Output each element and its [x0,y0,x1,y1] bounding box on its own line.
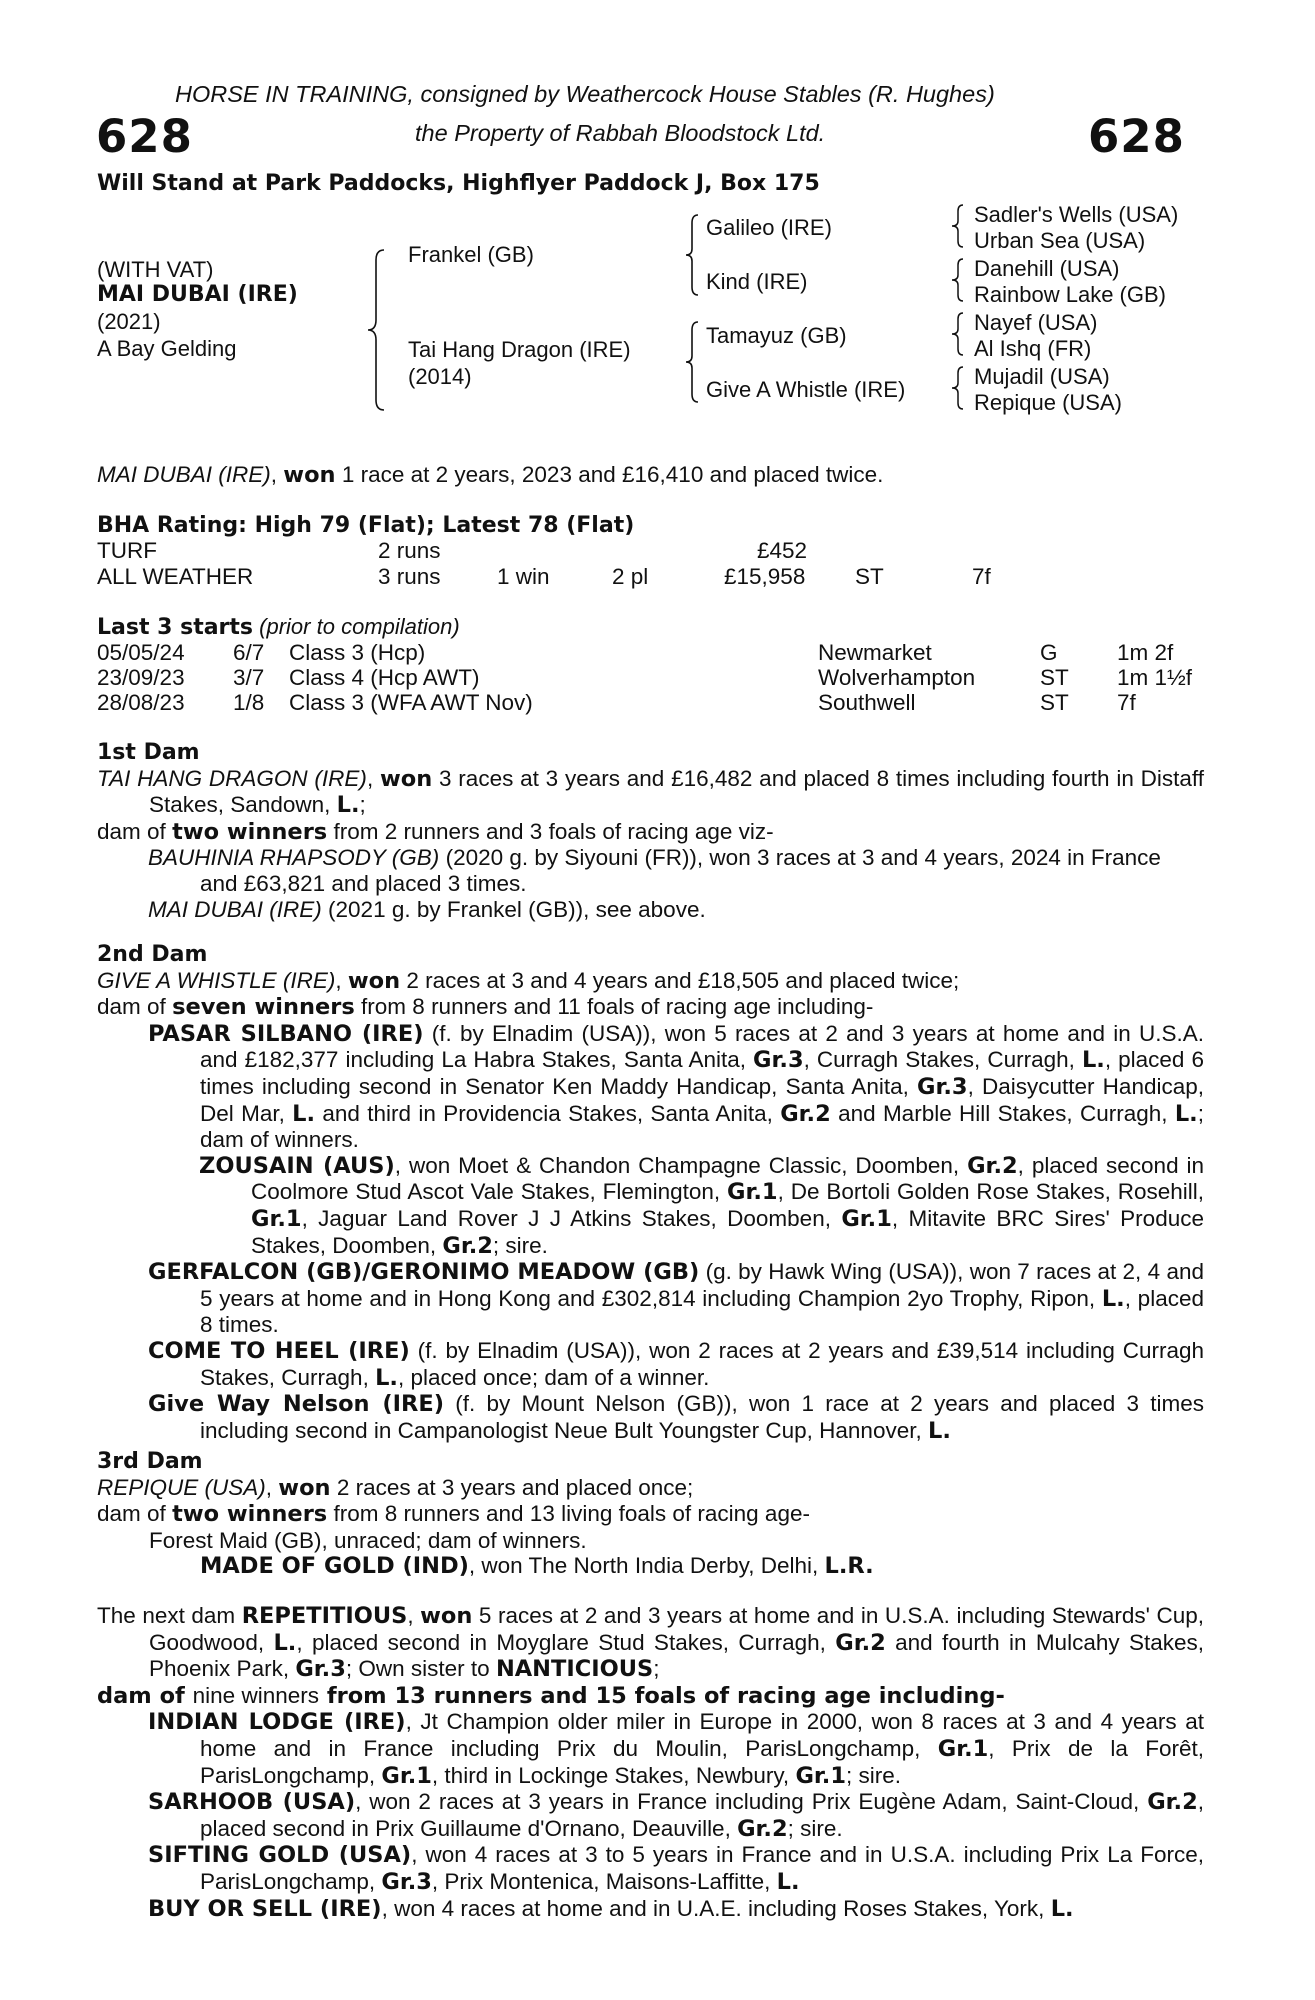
grandproduce-entry: MADE OF GOLD (IND), won The North India Derby, Delhi, L.R. [200,1553,874,1580]
next-dam-section [97,1603,1204,1922]
produce-entry: SARHOOB (USA), won 2 races at 3 years in France including Prix Eugène Adam, Saint-Cloud, Gr.2, placed second in Prix Guillaume d'Ornano, Deauville, Gr.2; sire. [148,1789,1205,1842]
turf-runs: 2 runs [378,538,441,563]
start-date: 23/09/23 [97,665,185,690]
summary-rest: 1 race at 2 years, 2023 and £16,410 and placed twice. [341,462,884,487]
aw-wins: 1 win [497,564,550,589]
sire-dam: Kind (IRE) [706,269,808,294]
start-pos: 1/8 [233,690,265,715]
produce-entry: PASAR SILBANO (IRE) (f. by Elnadim (USA)), won 5 races at 2 and 3 years at home and in U.S.A. and £182,377 including La Habra Stakes, Santa Anita, Gr.3, Curragh Stakes, Curragh, L., placed 6 times including second in Senator Ken Maddy Handicap, Santa Anita, Gr.3, Daisycutter Handicap, Del Mar, L. and third in Providencia Stakes, Santa Anita, Gr.2 and Marble Hill Stakes, Curragh, L.; dam of winners. [148,1020,1204,1153]
aw-places: 2 pl [612,564,649,589]
second-dam-section [97,942,1204,1444]
brace-horse [366,248,390,412]
dam-record: TAI HANG DRAGON (IRE), won 3 races at 3 years and £16,482 and placed 8 times including fourth in Distaff Stakes, Sandown, L.; [97,765,1204,819]
start-pos: 3/7 [233,665,265,690]
stand-location: Will Stand at Park Paddocks, Highflyer Paddock J, Box 175 [97,171,820,196]
start-course: Newmarket [818,640,932,665]
sss: Sadler's Wells (USA) [974,202,1179,227]
produce-entry: SIFTING GOLD (USA), won 4 races at 3 to 5 years in France and in U.S.A. including Prix La Force, ParisLongchamp, Gr.3, Prix Montenica, Maisons-Laffitte, L. [148,1842,1204,1895]
summary-won: won [283,462,336,488]
start-distance: 1m 1½f [1117,665,1193,690]
turf-label: TURF [97,538,157,563]
dam-record: GIVE A WHISTLE (IRE), won 2 races at 3 and 4 years and £18,505 and placed twice; [97,967,960,994]
start-going: ST [1040,690,1069,715]
header-property: the Property of Rabbah Bloodstock Ltd. [415,120,826,146]
lot-number-left: 628 [96,110,193,163]
start-course: Wolverhampton [818,665,976,690]
start-class: Class 4 (Hcp AWT) [289,665,480,690]
produce-entry: BUY OR SELL (IRE), won 4 races at home and in U.A.E. including Roses Stakes, York, L. [148,1895,1074,1922]
summary-name: MAI DUBAI (IRE) [97,462,271,487]
aw-runs: 3 runs [378,564,441,589]
produce-entry: COME TO HEEL (IRE) (f. by Elnadim (USA)), won 2 races at 2 years and £39,514 including Curragh Stakes, Curragh, L., placed once; dam of a winner. [148,1337,1204,1391]
start-going: ST [1040,665,1069,690]
start-going: G [1040,640,1058,665]
vat-note: (WITH VAT) [97,257,214,282]
lot-number-right: 628 [1088,110,1185,163]
sds: Danehill (USA) [974,256,1120,281]
brace-sd [950,257,966,303]
dam-produce-summary: dam of two winners from 8 runners and 13 living foals of racing age- [97,1501,810,1528]
start-distance: 7f [1117,690,1136,715]
first-dam-section [97,740,1204,922]
produce-entry: Give Way Nelson (IRE) (f. by Mount Nelson (GB)), won 1 race at 2 years and placed 3 times including second in Campanologist Neue Bult Youngster Cup, Hannover, L. [148,1391,1204,1444]
section-title: 3rd Dam [97,1449,203,1474]
bha-rating-title: BHA Rating: High 79 (Flat); Latest 78 (Flat) [97,513,635,538]
grandproduce-entry: ZOUSAIN (AUS), won Moet & Chandon Champagne Classic, Doomben, Gr.2, placed second in Coolmore Stud Ascot Vale Stakes, Flemington, Gr.1, De Bortoli Golden Rose Stakes, Rosehill, Gr.1, Jaguar Land Rover J J Atkins Stakes, Doomben, Gr.1, Mitavite BRC Sires' Produce Stakes, Doomben, Gr.2; sire. [199,1152,1204,1259]
dam-produce-summary: dam of two winners from 2 runners and 3 foals of racing age viz- [97,818,774,845]
aw-surface: ST [855,564,884,589]
turf-prize: £452 [757,538,808,563]
produce-entry: Forest Maid (GB), unraced; dam of winners. [149,1527,587,1553]
brace-ds [950,311,966,357]
dam-dam: Give A Whistle (IRE) [706,377,906,402]
horse-description: A Bay Gelding [97,336,237,361]
last-starts-label: Last 3 starts [97,615,254,640]
dam-sire: Tamayuz (GB) [706,323,847,348]
horse-summary: MAI DUBAI (IRE), won 1 race at 2 years, 2023 and £16,410 and placed twice. [97,462,884,488]
dam-record: REPIQUE (USA), won 2 races at 3 years and placed once; [97,1474,694,1501]
produce-entry: BAUHINIA RHAPSODY (GB) (2020 g. by Siyouni (FR)), won 3 races at 3 and 4 years, 2024 in France and £63,821 and placed 3 times. [148,845,1161,896]
section-title: 2nd Dam [97,942,208,967]
sire-sire: Galileo (IRE) [706,215,832,240]
dam-name: Tai Hang Dragon (IRE) [408,337,631,362]
sdd: Rainbow Lake (GB) [974,282,1166,307]
dsd: Al Ishq (FR) [974,336,1092,361]
start-class: Class 3 (Hcp) [289,640,426,665]
ddd: Repique (USA) [974,390,1122,415]
start-class: Class 3 (WFA AWT Nov) [289,690,533,715]
dds: Mujadil (USA) [974,364,1110,389]
aw-distance: 7f [972,564,991,589]
sire-name: Frankel (GB) [408,242,534,267]
aw-prize: £15,958 [724,564,806,589]
produce-entry: INDIAN LODGE (IRE), Jt Champion older miler in Europe in 2000, won 8 races at 3 and 4 years at home and in France including Prix du Moulin, ParisLongchamp, Gr.1, Prix de la Forêt, ParisLongchamp, Gr.1, third in Lockinge Stakes, Newbury, Gr.1; sire. [148,1709,1204,1789]
dam-record: The next dam REPETITIOUS, won 5 races at 2 and 3 years at home and in U.S.A. including Stewards' Cup, Goodwood, L., placed second in Moyglare Stud Stakes, Curragh, Gr.2 and fourth in Mulcahy Stakes, Phoenix Park, Gr.3; Own sister to NANTICIOUS; [97,1603,1204,1683]
third-dam-section [97,1449,1204,1580]
start-date: 28/08/23 [97,690,185,715]
brace-sire [684,213,702,297]
aw-label: ALL WEATHER [97,564,254,589]
brace-ss [950,203,966,249]
start-date: 05/05/24 [97,640,185,665]
start-pos: 6/7 [233,640,265,665]
produce-entry: MAI DUBAI (IRE) (2021 g. by Frankel (GB)), see above. [148,896,706,922]
last-starts-title [97,615,460,640]
dam-produce-summary: dam of nine winners from 13 runners and 15 foals of racing age including- [97,1682,1005,1709]
dss: Nayef (USA) [974,310,1098,335]
last-starts-note: (prior to compilation) [259,614,460,639]
start-course: Southwell [818,690,916,715]
section-title: 1st Dam [97,740,200,765]
brace-dam [684,320,702,404]
ssd: Urban Sea (USA) [974,228,1146,253]
start-distance: 1m 2f [1117,640,1174,665]
horse-year: (2021) [97,309,161,334]
produce-entry: GERFALCON (GB)/GERONIMO MEADOW (GB) (g. by Hawk Wing (USA)), won 7 races at 2, 4 and 5 years at home and in Hong Kong and £302,814 including Champion 2yo Trophy, Ripon, L., placed 8 times. [148,1259,1204,1338]
brace-dd [950,365,966,411]
header-consignor: HORSE IN TRAINING, consigned by Weathercock House Stables (R. Hughes) [175,81,995,107]
dam-year: (2014) [408,364,472,389]
horse-name: MAI DUBAI (IRE) [97,282,298,307]
dam-produce-summary: dam of seven winners from 8 runners and 11 foals of racing age including- [97,994,874,1021]
